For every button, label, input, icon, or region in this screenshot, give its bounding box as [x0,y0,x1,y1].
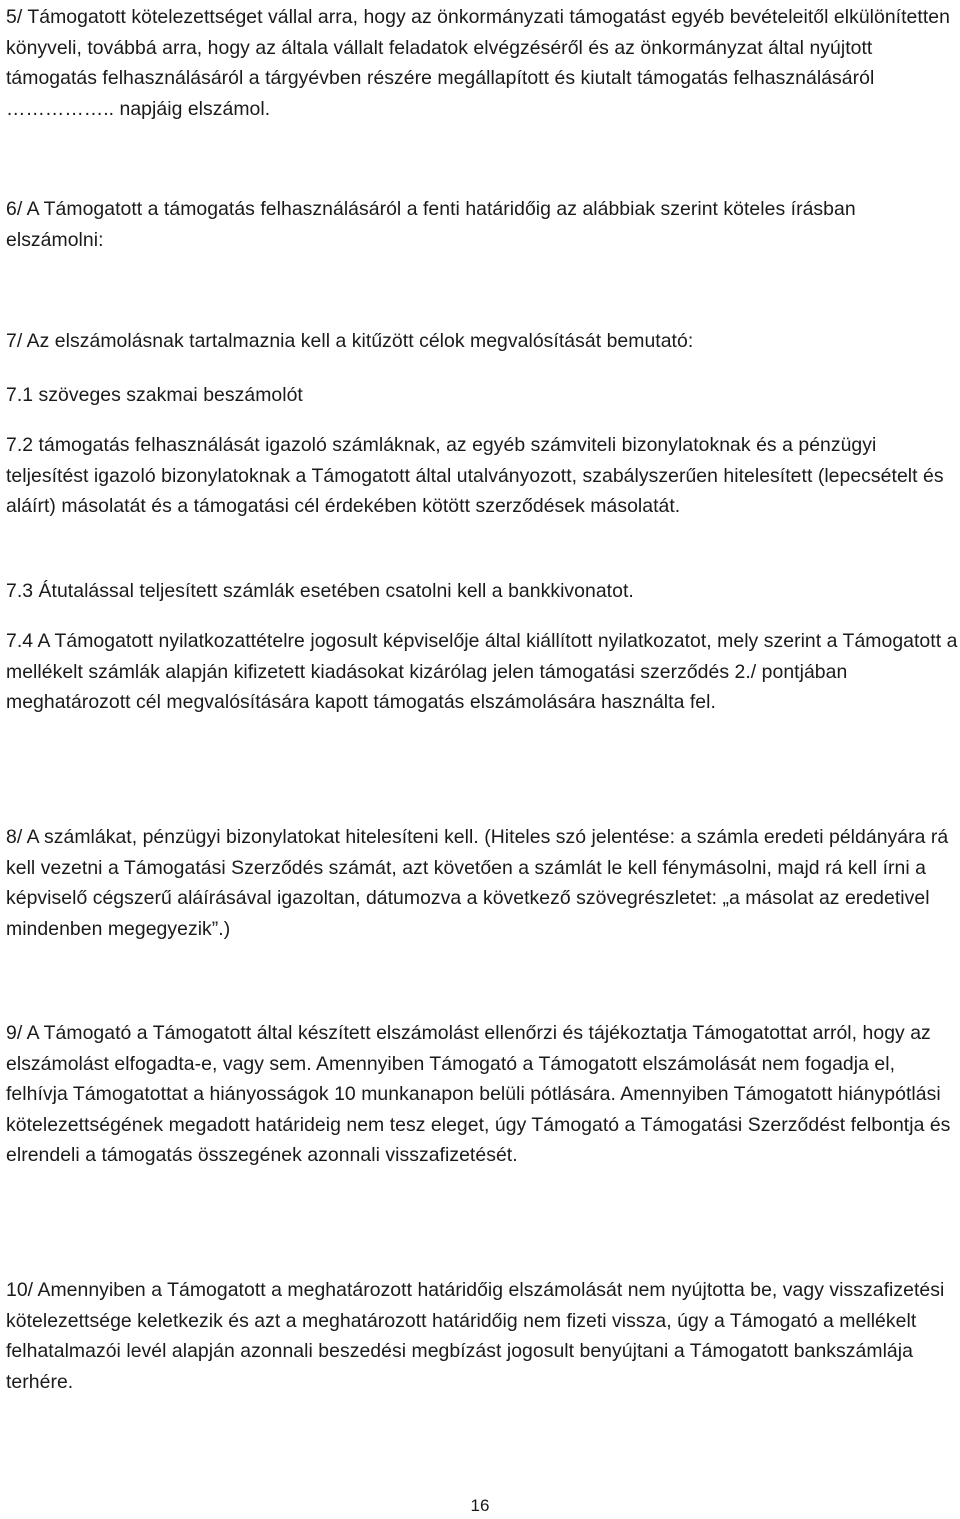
paragraph-7-1: 7.1 szöveges szakmai beszámolót [6,384,303,406]
paragraph-7-3: 7.3 Átutalással teljesített számlák esetében csatolni kell a bankkivonatot. [6,580,634,602]
page-number: 16 [470,1496,490,1515]
paragraph-5: 5/ Támogatott kötelezettséget vállal arra, hogy az önkormányzati támogatást egyéb bevételeitől elkülönítetten könyveli, továbbá arra, hogy az általa vállalt feladatok elvégzéséről és az önkormányzat által nyújtott támogatás felhasználásáról a tárgyévben részére megállapított és kiutalt támogatás felhasználásáról …………….. napjáig elszámol. [6,6,950,120]
paragraph-7-2: 7.2 támogatás felhasználását igazoló számláknak, az egyéb számviteli bizonylatoknak és a pénzügyi teljesítést igazoló bizonylatoknak a Támogatott által utalványozott, szabályszerűen hitelesített (lepecsételt és aláírt) másolatát és a támogatási cél érdekében kötött szerződések másolatát. [6,434,944,517]
paragraph-7: 7/ Az elszámolásnak tartalmaznia kell a kitűzött célok megvalósítását bemutató: [6,330,694,352]
paragraph-8: 8/ A számlákat, pénzügyi bizonylatokat hitelesíteni kell. (Hiteles szó jelentése: a számla eredeti példányára rá kell vezetni a Támogatási Szerződés számát, azt követően a számlát le kell fénymásolni, majd rá kell írni a képviselő cégszerű aláírásával igazoltan, dátumozva a következő szövegrészletet: „a másolat az eredetivel mindenben megegyezik”.) [6,826,949,940]
paragraph-7-4: 7.4 A Támogatott nyilatkozattételre jogosult képviselője által kiállított nyilatkozatot, mely szerint a Támogatott a mellékelt számlák alapján kifizetett kiadásokat kizárólag jelen támogatási szerződés 2./ pontjában meghatározott cél megvalósítására kapott támogatás elszámolására használta fel. [6,630,958,713]
paragraph-10: 10/ Amennyiben a Támogatott a meghatározott határidőig elszámolását nem nyújtotta be, vagy visszafizetési kötelezettsége keletkezik és azt a meghatározott határidőig nem fizeti vissza, úgy a Támogató a mellékelt felhatalmazói levél alapján azonnali beszedési megbízást jogosult benyújtani a Támogatott bankszámlája terhére. [6,1279,945,1393]
paragraph-9: 9/ A Támogató a Támogatott által készített elszámolást ellenőrzi és tájékoztatja Támogatottat arról, hogy az elszámolást elfogadta-e, vagy sem. Amennyiben Támogató a Támogatott elszámolását nem fogadja el, felhívja Támogatottat a hiányosságok 10 munkanapon belüli pótlására. Amennyiben Támogatott hiánypótlási kötelezettségének megadott határideig nem tesz eleget, úgy Támogató a Támogatási Szerződést felbontja és elrendeli a támogatás összegének azonnali visszafizetését. [6,1022,951,1166]
paragraph-6: 6/ A Támogatott a támogatás felhasználásáról a fenti határidőig az alábbiak szerint köteles írásban elszámolni: [6,198,856,251]
